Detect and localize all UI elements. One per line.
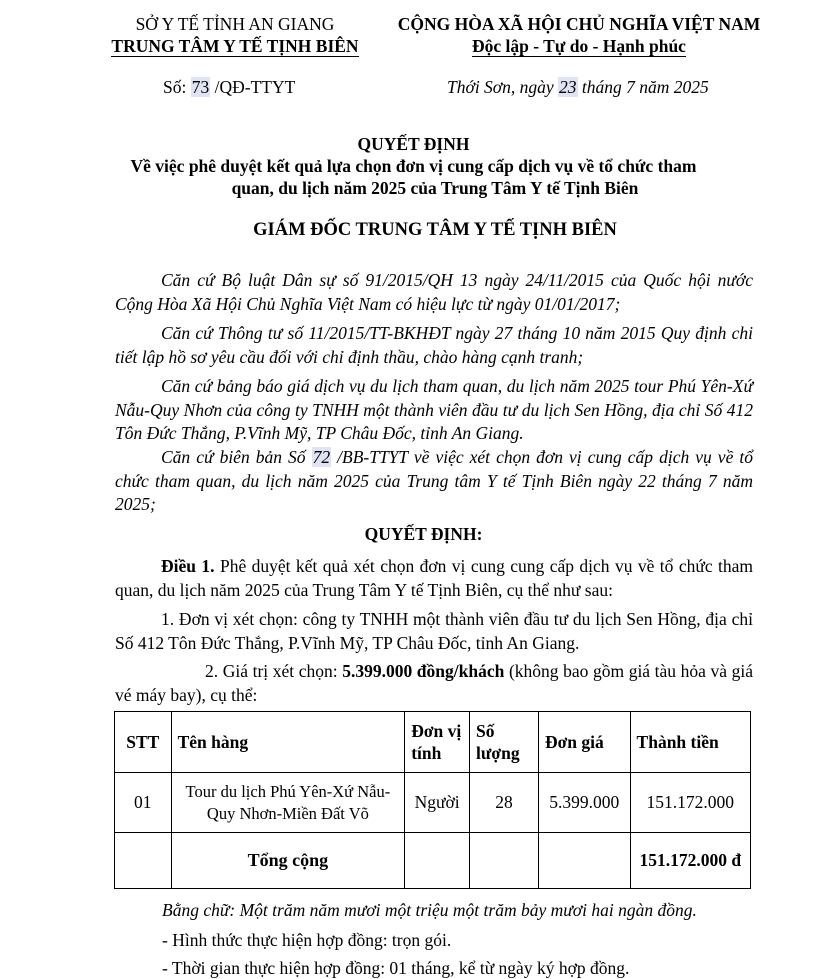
decides-heading: QUYẾT ĐỊNH:: [364, 524, 483, 544]
department-name: SỞ Y TẾ TỈNH AN GIANG: [135, 14, 335, 34]
header-stt: STT: [115, 712, 172, 773]
item2-value: 5.399.000 đồng/khách: [342, 661, 505, 681]
article-1-item-1: 1. Đơn vị xét chọn: công ty TNHH một thành viên đầu tư du lịch Sen Hồng, địa chỉ Số 412 Tôn Đức Thắng, P.Vĩnh Mỹ, TP Châu Đốc, tỉnh An Giang.: [115, 609, 753, 653]
legal-basis-2: Căn cứ Thông tư số 11/2015/TT-BKHĐT ngày 27 tháng 10 năm 2015 Quy định chi tiết lập hồ sơ yêu cầu đối với chỉ định thầu, chào hàng cạnh tranh;: [115, 323, 753, 367]
cell-quantity: 28: [470, 773, 539, 833]
cell-amount: 151.172.000: [630, 773, 750, 833]
national-motto-text: Độc lập - Tự do - Hạnh phúc: [472, 36, 686, 56]
cell-item-name: Tour du lịch Phú Yên-Xứ Nẫu-Quy Nhơn-Miền Đất Võ: [171, 773, 405, 833]
basis4-prefix: Căn cứ biên bản Số: [161, 447, 312, 467]
number-value: 73: [191, 77, 210, 97]
item2-prefix: 2. Giá trị xét chọn:: [205, 661, 343, 681]
item2-suffix: (không bao gồm giá tàu hỏa và giá vé máy bay), cụ thể:: [115, 661, 754, 705]
document-subject-line1: Về việc phê duyệt kết quả lựa chọn đơn vị cung cấp dịch vụ về tổ chức tham: [130, 156, 697, 176]
cell-total-stt: [115, 833, 172, 889]
document-date: [447, 77, 709, 98]
header-unit: Đơn vị tính: [405, 712, 470, 773]
cell-total-amount: 151.172.000 đ: [630, 833, 750, 889]
cell-total-unit-price: [538, 833, 630, 889]
issuing-authority: GIÁM ĐỐC TRUNG TÂM Y TẾ TỊNH BIÊN: [253, 220, 617, 240]
cell-unit-price: 5.399.000: [538, 773, 630, 833]
amount-in-words: Bằng chữ: Một trăm năm mươi một triệu một trăm bảy mươi hai ngàn đồng.: [162, 900, 697, 920]
header-item-name: Tên hàng: [171, 712, 405, 773]
legal-basis-3: Căn cứ bảng báo giá dịch vụ du lịch tham quan, du lịch năm 2025 tour Phú Yên-Xứ Nẫu-Quy Nhơn của công ty TNHH một thành viên đầu tư du lịch Sen Hồng, địa chỉ Số 412 Tôn Đức Thắng, P.Vĩnh Mỹ, TP Châu Đốc, tỉnh An Giang.: [115, 376, 753, 443]
number-prefix: Số:: [163, 77, 191, 97]
table-total-row: [115, 833, 751, 889]
organization-name: [70, 36, 400, 57]
basis4-suffix: /BB-TTYT về việc xét chọn đơn vị cung cấp dịch vụ về tổ chức tham quan, du lịch năm 2025 của Trung tâm Y tế Tịnh Biên ngày 22 tháng 7 năm 2025;: [115, 447, 754, 514]
article-1-label: Điều 1.: [161, 556, 215, 576]
contract-form: - Hình thức thực hiện hợp đồng: trọn gói.: [162, 930, 452, 950]
contract-duration: - Thời gian thực hiện hợp đồng: 01 tháng, kể từ ngày ký hợp đồng.: [162, 958, 630, 978]
document-subject-line2: quan, du lịch năm 2025 của Trung Tâm Y tế Tịnh Biên: [231, 178, 639, 198]
date-prefix: Thới Sơn, ngày: [447, 77, 559, 97]
date-suffix: tháng 7 năm 2025: [577, 77, 709, 97]
country-name: CỘNG HÒA XÃ HỘI CHỦ NGHĨA VIỆT NAM: [397, 14, 761, 34]
article-1-text: Phê duyệt kết quả xét chọn đơn vị cung cung cấp dịch vụ về tổ chức tham quan, du lịch năm 2025 của Trung Tâm Y tế Tịnh Biên, cụ thể như sau:: [115, 556, 753, 600]
number-suffix: /QĐ-TTYT: [210, 77, 296, 97]
table-row: [115, 773, 751, 833]
document-title: QUYẾT ĐỊNH: [357, 134, 470, 154]
basis4-number: 72: [312, 447, 331, 467]
cell-stt: 01: [115, 773, 172, 833]
header-quantity: Số lượng: [470, 712, 539, 773]
date-day: 23: [559, 77, 577, 97]
cell-total-unit: [405, 833, 470, 889]
legal-basis-1: Căn cứ Bộ luật Dân sự số 91/2015/QH 13 ngày 24/11/2015 của Quốc hội nước Cộng Hòa Xã Hội Chủ Nghĩa Việt Nam có hiệu lực từ ngày 01/01/2017;: [115, 270, 753, 314]
legal-basis-4: [115, 446, 753, 517]
document-number: [163, 77, 295, 98]
cell-total-label: Tổng cộng: [171, 833, 405, 889]
header-amount: Thành tiền: [630, 712, 750, 773]
national-motto: [390, 36, 768, 57]
article-1: [115, 555, 753, 602]
header-unit-price: Đơn giá: [538, 712, 630, 773]
goods-table: [114, 711, 751, 889]
cell-total-quantity: [470, 833, 539, 889]
cell-unit: Người: [405, 773, 470, 833]
article-1-item-2: [115, 660, 753, 707]
organization-name-text: TRUNG TÂM Y TẾ TỊNH BIÊN: [111, 36, 359, 56]
table-header-row: [115, 712, 751, 773]
